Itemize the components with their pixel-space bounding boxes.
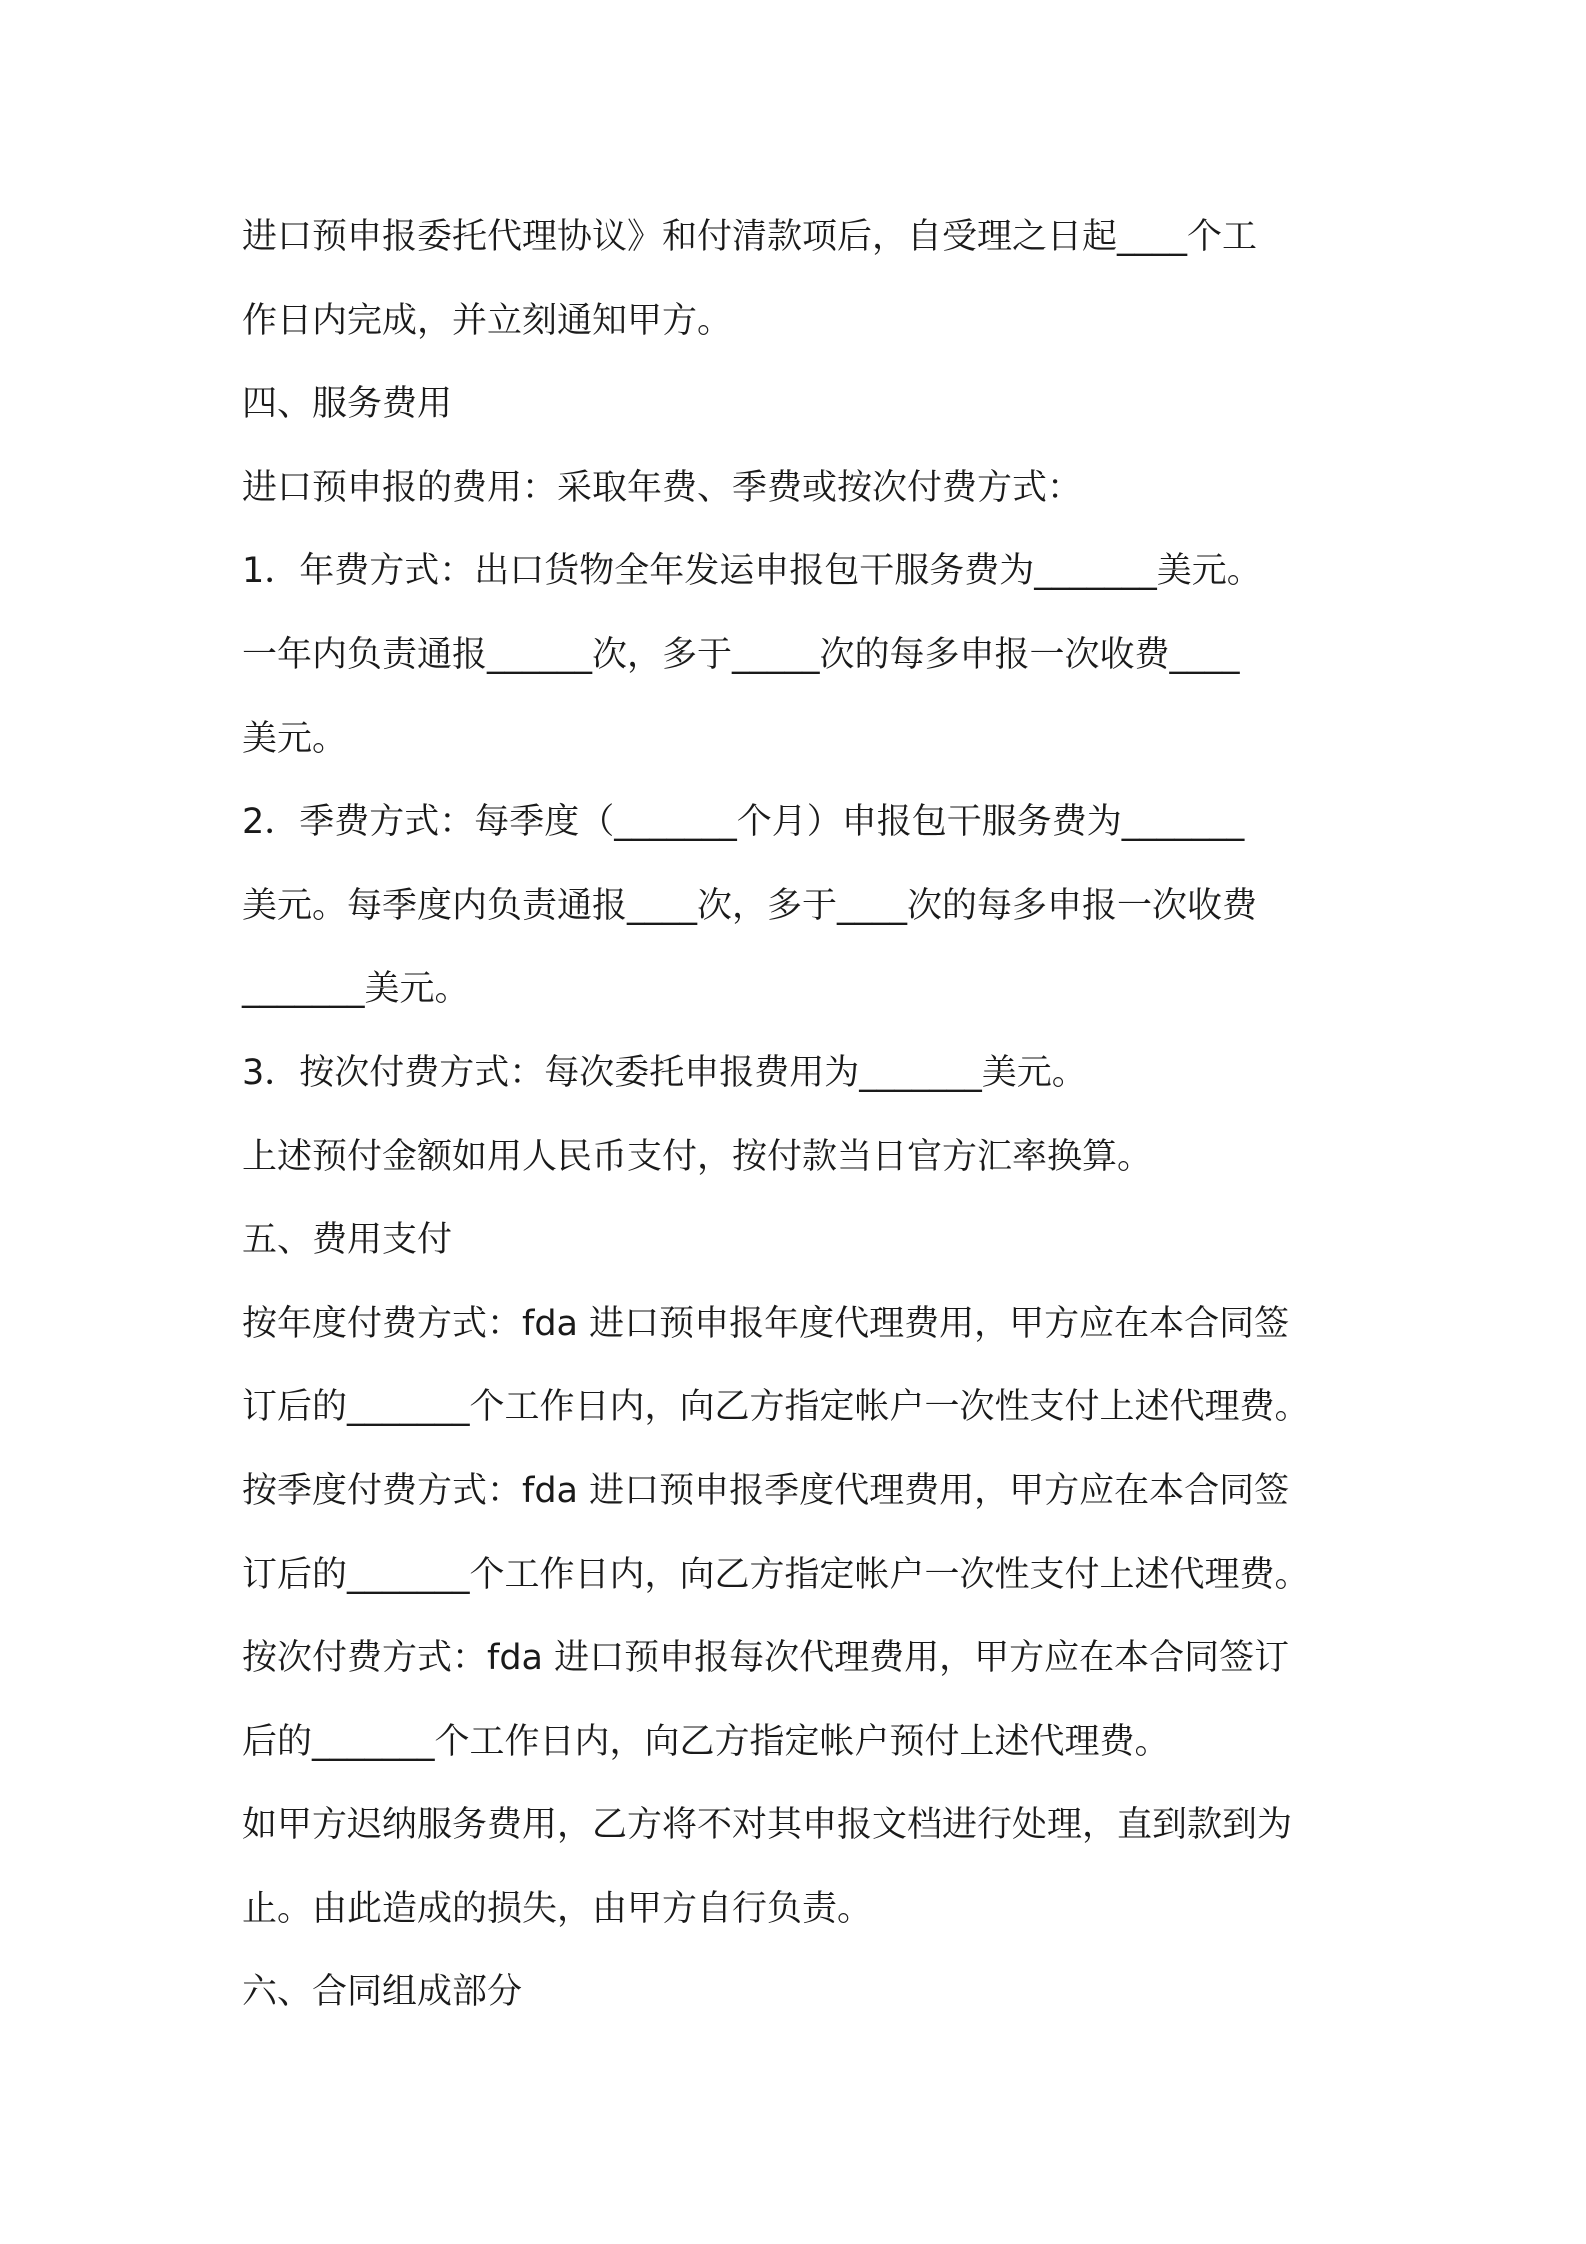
text-line: 如甲方迟纳服务费用，乙方将不对其申报文档进行处理，直到款到为 <box>242 1805 1293 1846</box>
text-line: _______美元。 <box>242 969 470 1010</box>
section-heading-fee-payment: 五、费用支付 <box>242 1220 453 1261</box>
document-body <box>242 196 1392 2035</box>
section-heading-contract-parts: 六、合同组成部分 <box>242 1972 523 2013</box>
text-line: 3．按次付费方式：每次委托申报费用为_______美元。 <box>242 1052 1087 1093</box>
text-line: 一年内负责通报______次，多于_____次的每多申报一次收费____ <box>242 634 1240 675</box>
text-line: 进口预申报的费用：采取年费、季费或按次付费方式： <box>242 467 1083 508</box>
text-line: 按次付费方式：fda 进口预申报每次代理费用，甲方应在本合同签订 <box>242 1638 1290 1679</box>
text-line: 订后的_______个工作日内，向乙方指定帐户一次性支付上述代理费。 <box>242 1387 1310 1428</box>
text-line: 上述预付金额如用人民币支付，按付款当日官方汇率换算。 <box>242 1136 1153 1177</box>
text-line: 美元。每季度内负责通报____次，多于____次的每多申报一次收费 <box>242 885 1258 926</box>
text-line: 美元。 <box>242 718 348 759</box>
text-line: 作日内完成，并立刻通知甲方。 <box>242 300 733 341</box>
text-line: 2．季费方式：每季度（_______个月）申报包干服务费为_______ <box>242 802 1245 843</box>
text-line: 止。由此造成的损失，由甲方自行负责。 <box>242 1888 873 1929</box>
text-line: 进口预申报委托代理协议》和付清款项后，自受理之日起____个工 <box>242 217 1258 257</box>
text-line: 后的_______个工作日内，向乙方指定帐户预付上述代理费。 <box>242 1721 1170 1762</box>
text-line: 订后的_______个工作日内，向乙方指定帐户一次性支付上述代理费。 <box>242 1554 1310 1595</box>
text-line: 按年度付费方式：fda 进口预申报年度代理费用，甲方应在本合同签 <box>242 1303 1290 1344</box>
text-line: 1．年费方式：出口货物全年发运申报包干服务费为_______美元。 <box>242 551 1262 592</box>
text-line: 按季度付费方式：fda 进口预申报季度代理费用，甲方应在本合同签 <box>242 1470 1290 1511</box>
section-heading-service-fees: 四、服务费用 <box>242 384 453 425</box>
